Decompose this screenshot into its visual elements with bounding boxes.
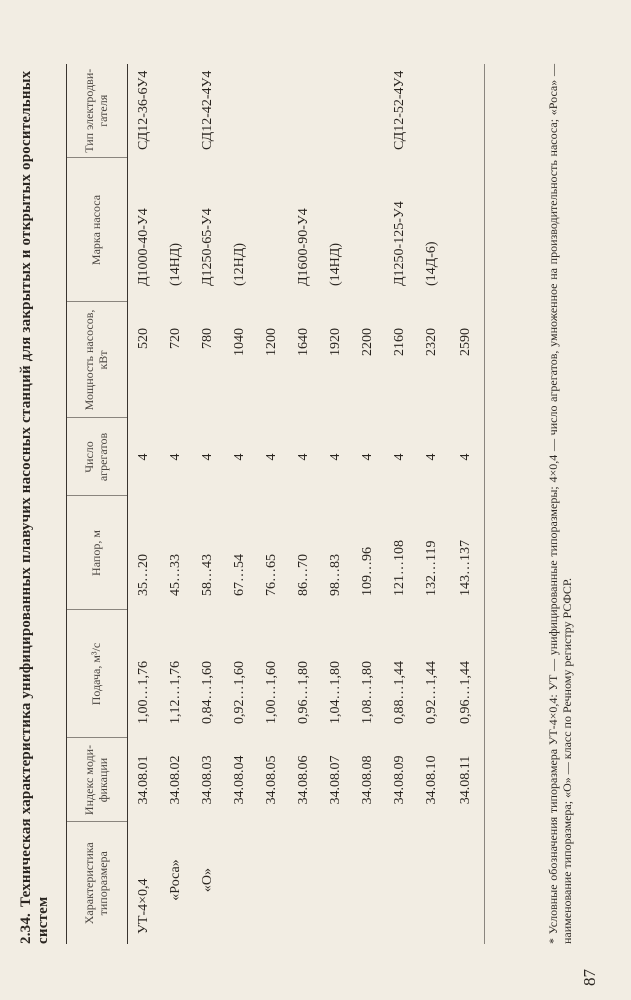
cell-power: 2160: [392, 328, 407, 356]
cell-name: [320, 822, 352, 944]
cell-pump: [448, 158, 485, 302]
cell-head: 143…137: [448, 496, 485, 610]
cell-head: 121…108: [392, 540, 407, 596]
table-row: [448, 64, 485, 944]
cell-index: 34.08.09: [392, 755, 407, 805]
cell-count: 4: [360, 453, 375, 461]
cell-flow: 0,96…1,44: [448, 610, 485, 738]
cell-head: 98…83: [328, 554, 343, 596]
cell-power: 1200: [264, 328, 279, 356]
table-caption: [18, 64, 53, 944]
table-row: [416, 64, 448, 944]
table-row: [320, 64, 352, 944]
cell-index: 34.08.10: [424, 755, 439, 805]
table-row: [352, 64, 384, 944]
cell-head: 86…70: [296, 554, 311, 596]
cell-flow: 0,96…1,80: [296, 661, 311, 724]
cell-pump: (12НД): [232, 243, 247, 286]
cell-power: 1040: [232, 328, 247, 356]
cell-flow: 0,92…1,60: [232, 661, 247, 724]
cell-name: [384, 822, 416, 944]
cell-flow: 1,12…1,76: [168, 661, 183, 724]
cell-head: 45…33: [168, 554, 183, 596]
cell-power: 1640: [296, 328, 311, 356]
cell-name: УТ-4×0,4: [136, 878, 151, 934]
cell-power: 720: [168, 328, 183, 349]
cell-motor: СД12-36-6У4: [136, 70, 151, 150]
cell-motor: СД12-52-4У4: [392, 70, 407, 150]
header-motor: Тип электродви-гателя: [67, 64, 128, 158]
cell-name: «Роса»: [168, 859, 183, 901]
cell-head: 67…54: [232, 554, 247, 596]
cell-power: 520: [136, 328, 151, 349]
table-row: [128, 64, 161, 944]
cell-name: [416, 822, 448, 944]
cell-pump: [352, 158, 384, 302]
header-pump: Марка насоса: [67, 158, 128, 302]
cell-head: 76…65: [264, 554, 279, 596]
cell-flow: 1,00…1,60: [264, 661, 279, 724]
cell-index: 34.08.07: [328, 755, 343, 805]
table-row: [224, 64, 256, 944]
table-row: [384, 64, 416, 944]
cell-index: 34.08.01: [136, 755, 151, 805]
cell-count: 4: [200, 453, 215, 461]
cell-motor: [160, 64, 192, 158]
cell-index: 34.08.08: [360, 755, 375, 805]
cell-index: 34.08.04: [232, 755, 247, 805]
cell-index: 34.08.05: [264, 755, 279, 805]
footnote: * Условные обозначения типоразмера УТ-4×0,4: УТ — унифицированные типоразмеры; 4×0,4 — число агрегатов, умноженное на производительность насоса; «Роса» — наименование типоразмера; «О» — класс по Речному регистру РСФСР.: [546, 64, 575, 944]
cell-index: 34.08.06: [296, 755, 311, 805]
cell-flow: 1,00…1,76: [136, 661, 151, 724]
cell-power: 1920: [328, 328, 343, 356]
cell-name: [448, 822, 485, 944]
cell-count: 4: [392, 453, 407, 461]
table-row: [256, 64, 288, 944]
cell-pump: [256, 158, 288, 302]
cell-power: 780: [200, 328, 215, 349]
cell-pump: (14НД): [328, 243, 343, 286]
cell-flow: 0,84…1,60: [200, 661, 215, 724]
cell-motor: СД12-42-4У4: [200, 70, 215, 150]
cell-motor: [288, 64, 320, 158]
cell-name: [256, 822, 288, 944]
cell-name: [352, 822, 384, 944]
cell-head: 109…96: [360, 547, 375, 596]
cell-count: 4: [424, 453, 439, 461]
cell-count: 4: [136, 453, 151, 461]
table-row: [192, 64, 224, 944]
table-header-row: [67, 64, 128, 944]
cell-motor: [416, 64, 448, 158]
cell-power: 2320: [424, 328, 439, 356]
cell-motor: [320, 64, 352, 158]
header-count: Число агрегатов: [67, 418, 128, 496]
caption-text: Техническая характеристика унифицированных плавучих насосных станций для закрытых и открытых оросительных систем: [18, 70, 52, 944]
header-flow: Подача, м³/с: [67, 610, 128, 738]
header-head: Напор, м: [67, 496, 128, 610]
header-name: Характеристика типоразмера: [67, 822, 128, 944]
cell-name: [288, 822, 320, 944]
caption-number: 2.34.: [18, 913, 34, 944]
table-row: [160, 64, 192, 944]
header-power: Мощность насосов, кВт: [67, 302, 128, 418]
cell-head: 132…119: [424, 540, 439, 596]
table-row: [288, 64, 320, 944]
cell-head: 35…20: [136, 554, 151, 596]
pump-stations-table: [66, 64, 485, 944]
cell-pump: Д1600-90-У4: [296, 208, 311, 286]
page-number: 87: [580, 969, 599, 986]
cell-pump: (14Д-6): [424, 241, 439, 286]
cell-count: 4: [264, 453, 279, 461]
cell-power: 2590: [448, 302, 485, 418]
cell-flow: 0,92…1,44: [424, 661, 439, 724]
cell-count: 4: [328, 453, 343, 461]
cell-head: 58…43: [200, 554, 215, 596]
cell-index: 34.08.02: [168, 755, 183, 805]
cell-motor: [352, 64, 384, 158]
cell-pump: Д1250-65-У4: [200, 208, 215, 286]
cell-count: 4: [232, 453, 247, 461]
cell-pump: Д1000-40-У4: [136, 208, 151, 286]
cell-power: 2200: [360, 328, 375, 356]
cell-count: 4: [448, 418, 485, 496]
cell-index: 34.08.11: [448, 738, 485, 822]
cell-count: 4: [168, 453, 183, 461]
cell-pump: (14НД): [168, 243, 183, 286]
header-index: Индекс моди-фикации: [67, 738, 128, 822]
cell-count: 4: [296, 453, 311, 461]
cell-flow: 1,04…1,80: [328, 661, 343, 724]
cell-name: [224, 822, 256, 944]
cell-index: 34.08.03: [200, 755, 215, 805]
cell-pump: Д1250-125-У4: [392, 201, 407, 286]
cell-motor: [256, 64, 288, 158]
cell-flow: 0,88…1,44: [392, 661, 407, 724]
cell-motor: [224, 64, 256, 158]
cell-motor: [448, 64, 485, 158]
cell-flow: 1,08…1,80: [360, 661, 375, 724]
cell-name: «О»: [200, 867, 215, 893]
